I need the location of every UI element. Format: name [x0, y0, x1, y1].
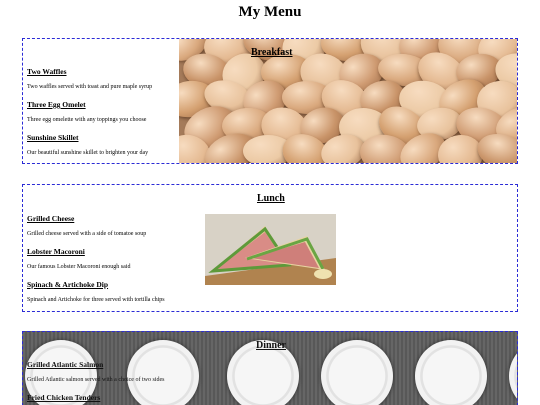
sandwich-illustration	[205, 214, 336, 285]
dinner-section	[22, 331, 518, 405]
menu-item-description: Grilled Atlantic salmon served with a choice of two sides	[27, 377, 165, 383]
lunch-heading: Lunch	[257, 193, 285, 204]
menu-item-name: Three Egg Omelet	[27, 100, 86, 109]
plate-image	[509, 340, 518, 405]
menu-item-name: Fried Chicken Tenders	[27, 393, 101, 402]
dinner-heading: Dinner	[256, 340, 286, 351]
menu-item-name: Spinach & Artichoke Dip	[27, 280, 109, 289]
menu-item-name: Lobster Macoroni	[27, 247, 85, 256]
menu-item-description: Grilled cheese served with a side of tomatoe soup	[27, 231, 147, 237]
menu-item-description: Our beautiful sunshine skillet to brighten your day	[27, 150, 149, 156]
menu-item-description: Spinach and Artichoke for three served with tortilla chips	[27, 297, 165, 303]
menu-item-description: Our famous Lobster Macoroni enough said	[27, 264, 131, 270]
menu-item-description: Two waffles served with toast and pure maple syrup	[27, 84, 153, 90]
menu-item-name: Grilled Cheese	[27, 214, 75, 223]
sandwich-photo	[205, 214, 336, 285]
menu-item-name: Two Waffles	[27, 67, 67, 76]
page-title: My Menu	[238, 4, 302, 20]
menu-item-name: Sunshine Skillet	[27, 133, 79, 142]
plate-image	[321, 340, 393, 405]
eggs-photo	[179, 39, 518, 164]
plate-image	[127, 340, 199, 405]
menu-item-name: Grilled Atlantic Salmon	[27, 360, 104, 369]
breakfast-heading: Breakfast	[251, 47, 293, 58]
menu-item-description: Three egg omelette with any toppings you choose	[27, 117, 147, 123]
lunch-section	[22, 184, 518, 312]
plate-image	[415, 340, 487, 405]
breakfast-section	[22, 38, 518, 164]
